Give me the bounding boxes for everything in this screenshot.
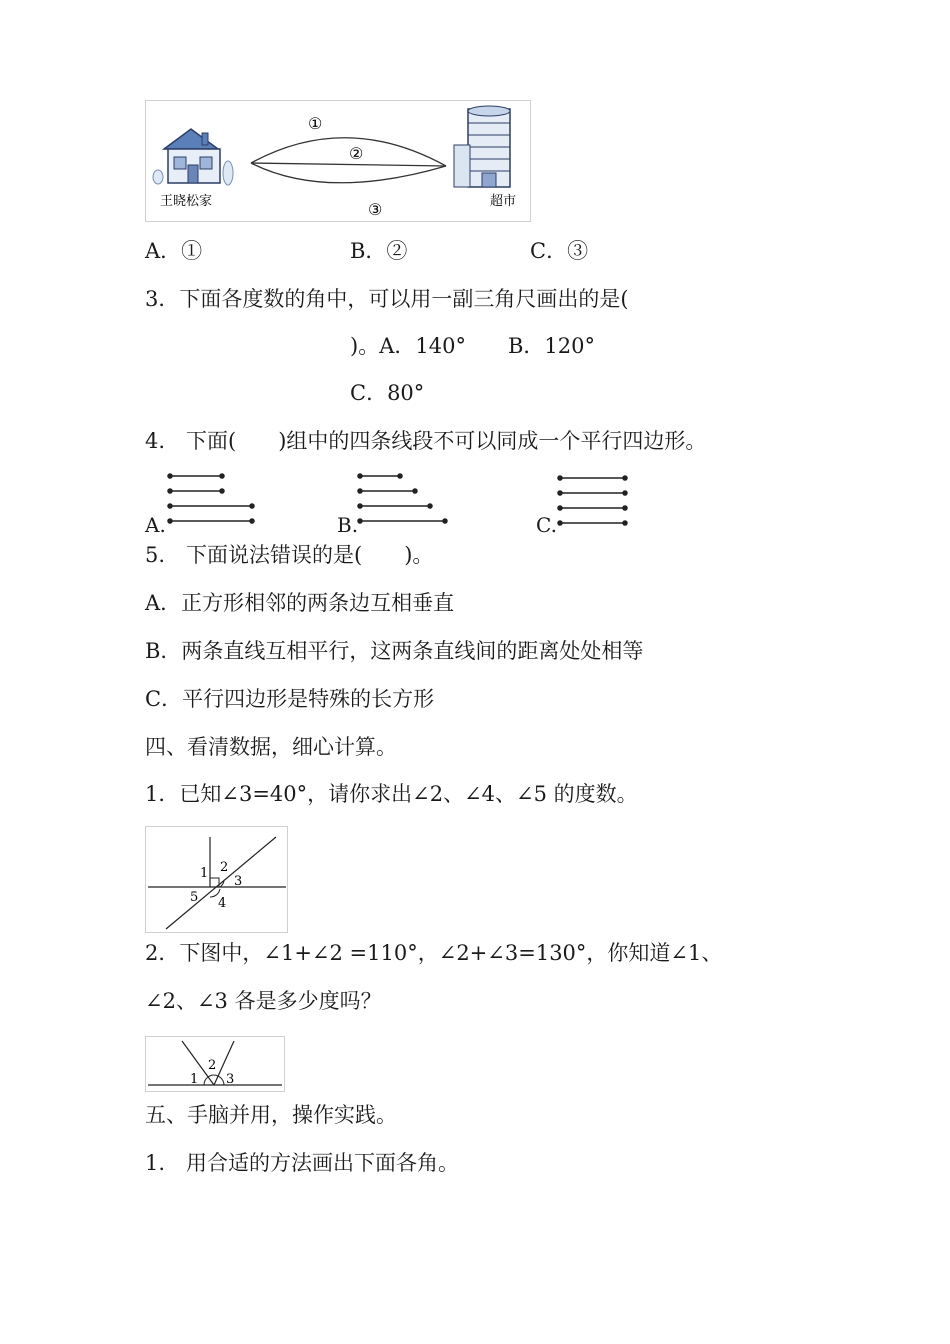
angle-figure-1-svg bbox=[146, 827, 287, 932]
supermarket-icon bbox=[454, 106, 510, 187]
q4-option-c: C. bbox=[536, 513, 557, 537]
q5-option-b: B．两条直线互相平行，这两条直线间的距离处处相等 bbox=[145, 639, 644, 663]
q2-option-a: A．① bbox=[145, 239, 203, 263]
angle-figure-2-svg bbox=[146, 1037, 284, 1091]
q5-option-c: C．平行四边形是特殊的长方形 bbox=[145, 687, 435, 711]
group-a-segments bbox=[168, 474, 254, 523]
section4-q2-line2: ∠2、∠3 各是多少度吗？ bbox=[145, 989, 382, 1013]
q3-line3: C．80° bbox=[350, 381, 425, 405]
path-label-3: ③ bbox=[368, 200, 383, 219]
fig1-label-3: 3 bbox=[234, 874, 243, 889]
fig1-label-2: 2 bbox=[220, 860, 229, 875]
segments-svg bbox=[140, 466, 660, 536]
section4-q2-line1: 2．下图中，∠1+∠2 =110°，∠2+∠3=130°，你知道∠1、 bbox=[145, 941, 723, 965]
angle-figure-2 bbox=[145, 1036, 285, 1092]
q5-stem: 5. 下面说法错误的是( )。 bbox=[145, 543, 434, 567]
market-label: 超市 bbox=[490, 194, 517, 209]
section4-q1: 1．已知∠3=40°，请你求出∠2、∠4、∠5 的度数。 bbox=[145, 782, 638, 806]
route-svg bbox=[146, 101, 530, 221]
q2-option-c: C．③ bbox=[530, 239, 589, 263]
path-label-2: ② bbox=[349, 144, 364, 163]
fig1-label-4: 4 bbox=[218, 896, 227, 911]
q4-option-a: A. bbox=[145, 513, 166, 537]
house-label: 王晓松家 bbox=[160, 194, 213, 209]
group-b-segments bbox=[358, 474, 447, 523]
q2-option-b: B．② bbox=[350, 239, 408, 263]
fig2-label-1: 1 bbox=[190, 1072, 199, 1087]
q4-stem: 4. 下面( )组中的四条线段不可以同成一个平行四边形。 bbox=[145, 429, 707, 453]
section4-title: 四、看清数据，细心计算。 bbox=[145, 735, 397, 759]
route-figure bbox=[145, 100, 531, 222]
q3-line2: )。A．140° B．120° bbox=[350, 334, 595, 358]
group-c-segments bbox=[558, 476, 627, 525]
q5-option-a: A．正方形相邻的两条边互相垂直 bbox=[145, 591, 455, 615]
house-icon bbox=[153, 129, 233, 185]
path-label-1: ① bbox=[308, 114, 323, 133]
section5-q1: 1. 用合适的方法画出下面各角。 bbox=[145, 1151, 460, 1175]
angle-figure-1 bbox=[145, 826, 288, 933]
q4-figure bbox=[140, 466, 660, 536]
fig1-label-1: 1 bbox=[200, 866, 209, 881]
q3-stem: 3．下面各度数的角中，可以用一副三角尺画出的是( bbox=[145, 287, 629, 311]
fig1-label-5: 5 bbox=[190, 890, 199, 905]
fig2-label-3: 3 bbox=[226, 1072, 235, 1087]
fig2-label-2: 2 bbox=[208, 1058, 217, 1073]
path-2 bbox=[251, 163, 446, 166]
q4-option-b: B. bbox=[337, 513, 359, 537]
section5-title: 五、手脑并用，操作实践。 bbox=[145, 1103, 397, 1127]
